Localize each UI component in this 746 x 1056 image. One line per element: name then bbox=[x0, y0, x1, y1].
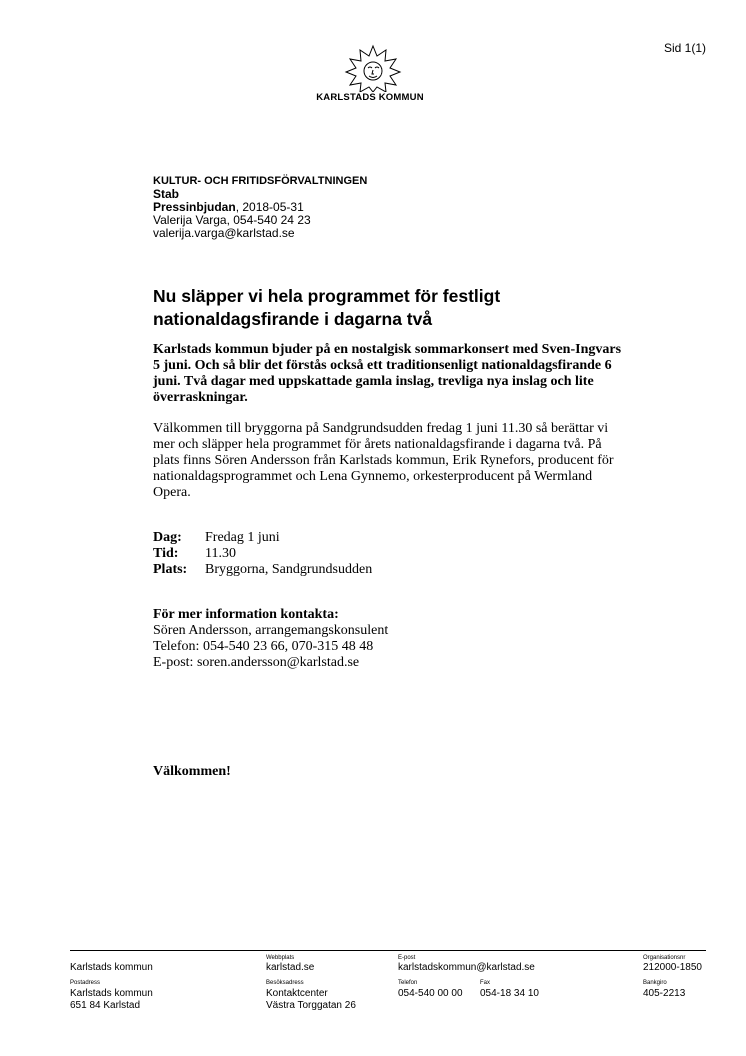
footer-email-label: E-post bbox=[398, 955, 416, 961]
footer-org-name: Karlstads kommun bbox=[70, 962, 153, 973]
logo-text: KARLSTADS KOMMUN bbox=[316, 92, 424, 103]
detail-value: 11.30 bbox=[205, 546, 236, 561]
sun-logo-icon bbox=[330, 44, 416, 92]
headline: Nu släpper vi hela programmet för festligt nationaldagsfirande i dagarna två bbox=[153, 286, 501, 329]
ingress: Karlstads kommun bjuder på en nostalgisk sommarkonsert med Sven-Ingvars 5 juni. Och så blir det förstås också ett traditionsenligt nationaldagsfirande 6 juni. Två dagar med uppskattade gamla inslag, trevliga nya inslag och lite överraskningar. bbox=[153, 342, 622, 405]
footer-visit-line1: Kontaktcenter bbox=[266, 988, 328, 999]
detail-value: Bryggorna, Sandgrundsudden bbox=[205, 562, 373, 577]
footer-web-value: karlstad.se bbox=[266, 962, 315, 973]
page-number: Sid 1(1) bbox=[663, 41, 706, 55]
detail-value: Fredag 1 juni bbox=[205, 530, 280, 545]
footer-phone-value: 054-540 00 00 bbox=[398, 988, 463, 999]
footer-fax-label: Fax bbox=[480, 980, 491, 986]
sender-email: valerija.varga@karlstad.se bbox=[153, 226, 295, 240]
footer-fax-value: 054-18 34 10 bbox=[480, 988, 539, 999]
contact-phone: Telefon: 054-540 23 66, 070-315 48 48 bbox=[153, 639, 374, 654]
event-details bbox=[153, 530, 372, 578]
contact-name: Sören Andersson, arrangemangskonsulent bbox=[153, 623, 389, 638]
body-text: Välkommen till bryggorna på Sandgrundsudden fredag 1 juni 11.30 så berättar vi mer och släpper hela programmet för årets nationaldagsfirande i dagarna två. På plats finns Sören Andersson från Karlstads kommun, Erik Rynefors, producent för nationaldagsprogrammet och Lena Gynnemo, orkesterproducent på Wermland Opera. bbox=[153, 421, 614, 500]
doc-type: Pressinbjudan bbox=[153, 200, 236, 214]
footer-post-label: Postadress bbox=[70, 980, 101, 986]
footer-orgnr-label: Organisationsnr bbox=[643, 955, 686, 961]
detail-label: Plats: bbox=[153, 562, 188, 577]
detail-row bbox=[153, 530, 372, 546]
welcome-text: Välkommen! bbox=[153, 764, 231, 779]
contact-block bbox=[153, 607, 388, 671]
footer-orgnr-value: 212000-1850 bbox=[643, 962, 702, 973]
doc-date: , 2018-05-31 bbox=[235, 200, 304, 214]
footer-visit-label: Besöksadress bbox=[266, 980, 304, 986]
contact-heading: För mer information kontakta: bbox=[153, 607, 339, 622]
footer-divider bbox=[70, 950, 706, 951]
detail-label: Dag: bbox=[153, 530, 182, 545]
department: KULTUR- OCH FRITIDSFÖRVALTNINGEN bbox=[153, 175, 368, 187]
footer-post-line2: 651 84 Karlstad bbox=[70, 1000, 141, 1011]
footer-phone-label: Telefon bbox=[398, 980, 418, 986]
contact-email: E-post: soren.andersson@karlstad.se bbox=[153, 655, 360, 670]
sender-contact: Valerija Varga, 054-540 24 23 bbox=[153, 213, 311, 227]
footer-web-label: Webbplats bbox=[266, 955, 295, 961]
detail-row bbox=[153, 546, 372, 562]
detail-row bbox=[153, 562, 372, 578]
sender-block bbox=[153, 175, 367, 240]
footer-email-value: karlstadskommun@karlstad.se bbox=[398, 962, 535, 973]
footer-visit-line2: Västra Torggatan 26 bbox=[266, 1000, 356, 1011]
footer-bankgiro-label: Bankgiro bbox=[643, 980, 667, 986]
unit: Stab bbox=[153, 187, 180, 201]
footer-bankgiro-value: 405-2213 bbox=[643, 988, 686, 999]
footer-post-line1: Karlstads kommun bbox=[70, 988, 153, 999]
detail-label: Tid: bbox=[153, 546, 179, 561]
